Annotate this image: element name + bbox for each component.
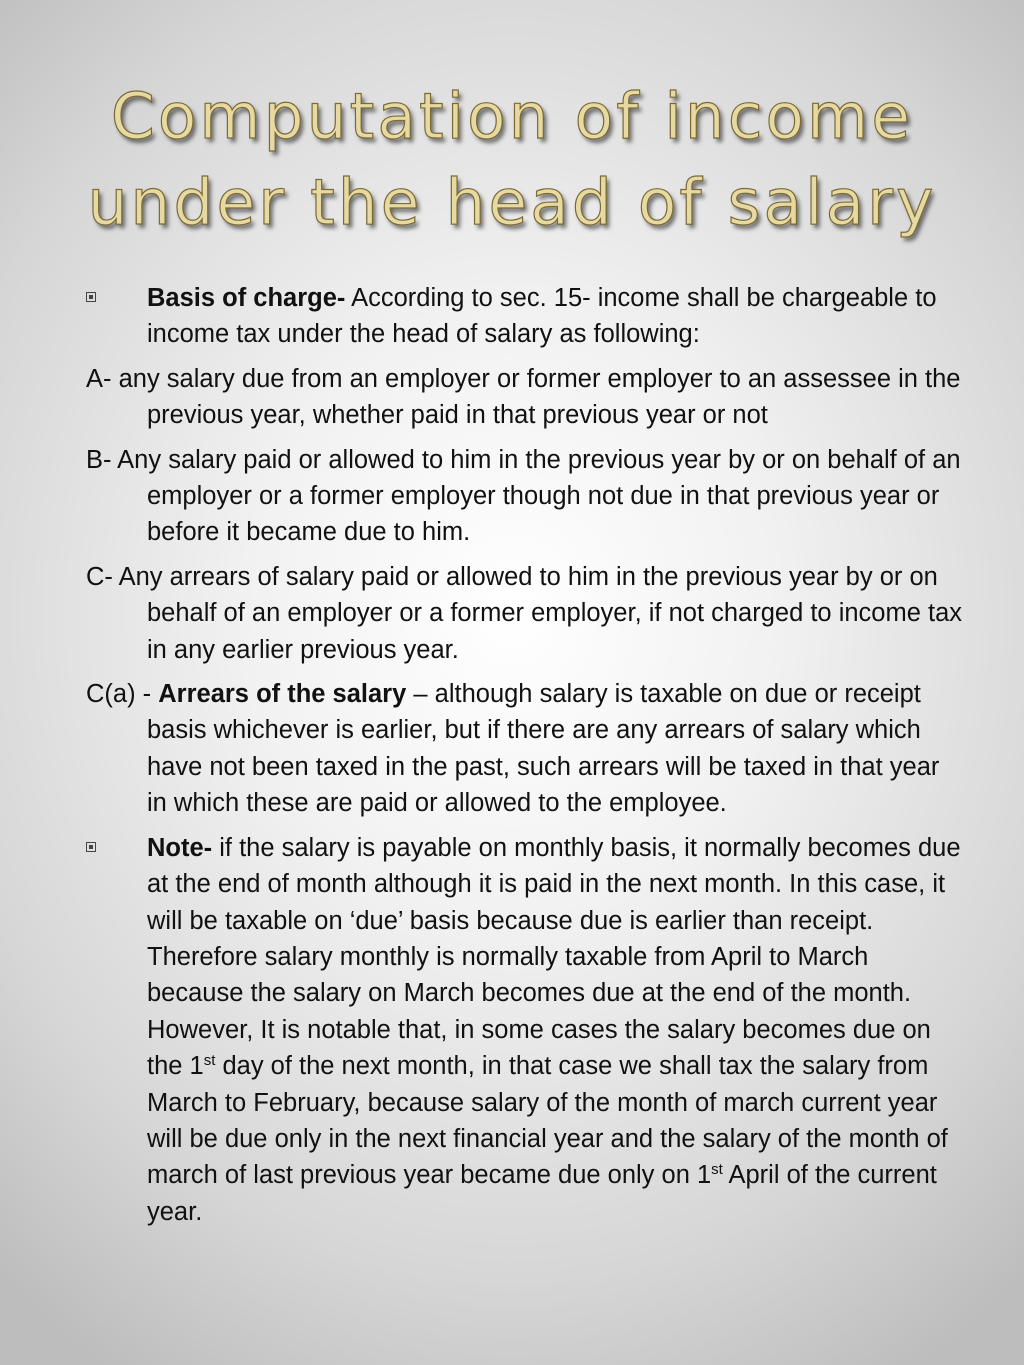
clause-ca-label: Arrears of the salary — [158, 680, 407, 709]
note-text-2: day of the next month, in that case we shall tax the salary from March to February, because salary of the month of march current year will be due only in the next financial year and the salary of the month of march of last previous year became due only on 1 — [147, 1052, 948, 1190]
note-paragraph — [86, 830, 966, 1230]
square-bullet-icon — [86, 842, 96, 852]
basis-of-charge-text: According to sec. 15- income shall be chargeable to income tax under the head of salary as following: — [147, 284, 937, 349]
clause-ca — [86, 676, 966, 822]
note-superscript-2: st — [711, 1161, 723, 1179]
note-superscript-1: st — [203, 1052, 216, 1070]
clause-ca-prefix: C(a) - — [86, 680, 159, 709]
basis-of-charge-label: Basis of charge- — [147, 284, 346, 312]
slide-body — [86, 280, 966, 1238]
note-text-1: if the salary is payable on monthly basis, it normally becomes due at the end of month although it is paid in the next month. In this case, it will be taxable on ‘due’ basis because due is earlier than receipt. Therefore salary monthly is normally taxable from April to March because the salary on March becomes due at the end of the month. However, It is notable that, in some cases the salary becomes due on the 1 — [147, 833, 961, 1081]
square-bullet-icon — [86, 292, 96, 302]
basis-of-charge-paragraph — [86, 280, 966, 353]
clause-b: B- Any salary paid or allowed to him in the previous year by or on behalf of an employer or a former employer though not due in that previous year or before it became due to him. — [86, 445, 961, 547]
slide-title-line-1: Computation of income — [110, 80, 914, 153]
slide-title — [0, 74, 1024, 246]
clause-ca-text: – although salary is taxable on due or receipt basis whichever is earlier, but if there are any arrears of salary which have not been taxed in the past, such arrears will be taxed in that year in which these are paid or allowed to the employee. — [147, 680, 940, 818]
slide-title-line-2: under the head of salary — [87, 166, 937, 239]
clause-a: A- any salary due from an employer or former employer to an assessee in the previous year, whether paid in that previous year or not — [86, 364, 961, 430]
clause-c: C- Any arrears of salary paid or allowed to him in the previous year by or on behalf of an employer or a former employer, if not charged to income tax in any earlier previous year. — [86, 562, 963, 664]
note-label: Note- — [147, 833, 213, 862]
note-text-3: April of the current year. — [147, 1161, 937, 1226]
